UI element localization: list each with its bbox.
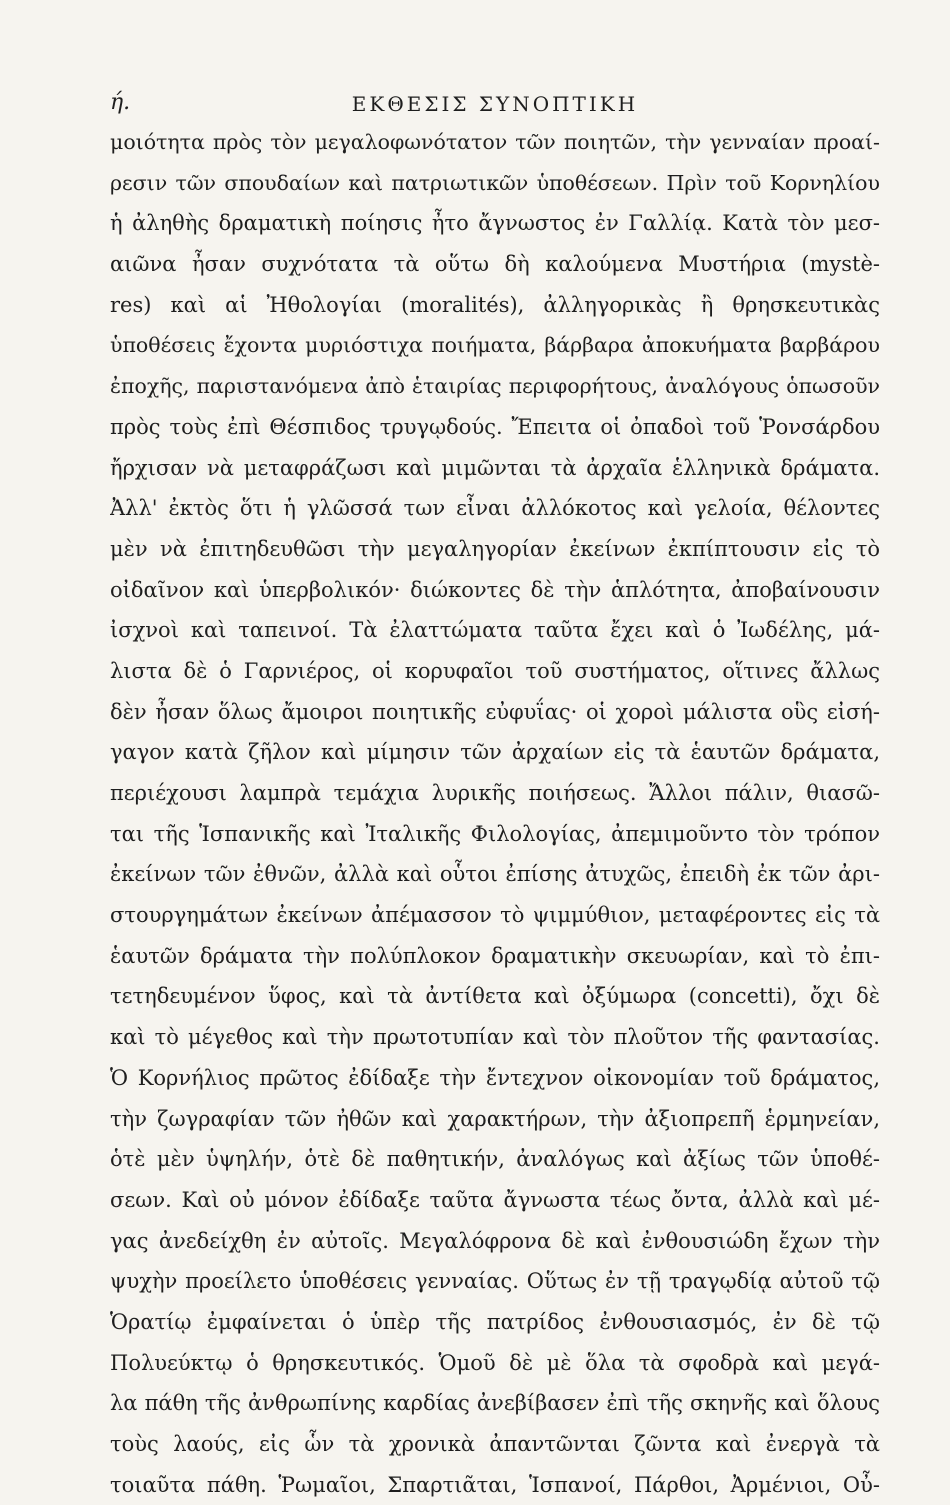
text-line: στουργημάτων ἐκείνων ἀπέμασσον τὸ ψιμμύθιον, μεταφέροντες εἰς τὰ (110, 903, 880, 928)
text-line: γαγον κατὰ ζῆλον καὶ μίμησιν τῶν ἀρχαίων εἰς τὰ ἑαυτῶν δράματα, (110, 740, 880, 765)
text-line: λα πάθη τῆς ἀνθρωπίνης καρδίας ἀνεβίβασεν ἐπὶ τῆς σκηνῆς καὶ ὅλους (110, 1391, 880, 1416)
text-line: ται τῆς Ἱσπανικῆς καὶ Ἰταλικῆς Φιλολογίας, ἀπεμιμοῦντο τὸν τρόπον (110, 821, 880, 846)
text-line: ἰσχνοὶ καὶ ταπεινοί. Τὰ ἐλαττώματα ταῦτα ἔχει καὶ ὁ Ἰωδέλης, μά- (110, 618, 880, 643)
text-line: οἰδαῖνον καὶ ὑπερβολικόν· διώκοντες δὲ τὴν ἁπλότητα, ἀποβαίνουσιν (110, 577, 880, 602)
text-line: τοὺς λαούς, εἰς ὧν τὰ χρονικὰ ἀπαντῶνται ζῶντα καὶ ἐνεργὰ τὰ (110, 1432, 880, 1456)
text-line: ἡ ἀληθὴς δραματικὴ ποίησις ἦτο ἄγνωστος ἐν Γαλλίᾳ. Κατὰ τὸν μεσ- (110, 211, 880, 236)
text-line: ρεσιν τῶν σπουδαίων καὶ πατριωτικῶν ὑποθέσεων. Πρὶν τοῦ Κορνηλίου (110, 170, 880, 195)
text-line: Ἀλλ' ἐκτὸς ὅτι ἡ γλῶσσά των εἶναι ἀλλόκοτος καὶ γελοία, θέλοντες (110, 496, 880, 521)
running-head: ΕΚΘΕΣΙΣ ΣΥΝΟΠΤΙΚΗ (351, 92, 639, 116)
text-line: ἐποχῆς, παριστανόμενα ἀπὸ ἑταιρίας περιφορήτους, ἀναλόγους ὁπωσοῦν (110, 374, 880, 399)
text-line: μοιότητα πρὸς τὸν μεγαλοφωνότατον τῶν ποιητῶν, τὴν γενναίαν προαί- (110, 130, 880, 154)
body-text (110, 122, 880, 1505)
text-line: res) καὶ αἱ Ἠθολογίαι (moralités), ἀλληγορικὰς ἢ θρησκευτικὰς (110, 292, 880, 317)
text-line: δὲν ἦσαν ὅλως ἄμοιροι ποιητικῆς εὐφυΐας· οἱ χοροὶ μάλιστα οὓς εἰσή- (110, 699, 880, 724)
text-line: γας ἀνεδείχθη ἐν αὐτοῖς. Μεγαλόφρονα δὲ καὶ ἐνθουσιώδη ἔχων τὴν (110, 1228, 880, 1253)
text-line: ἤρχισαν νὰ μεταφράζωσι καὶ μιμῶνται τὰ ἀρχαῖα ἑλληνικὰ δράματα. (110, 455, 880, 480)
text-line: μὲν νὰ ἐπιτηδευθῶσι τὴν μεγαληγορίαν ἐκείνων ἐκπίπτουσιν εἰς τὸ (110, 536, 880, 561)
text-line: τὴν ζωγραφίαν τῶν ἠθῶν καὶ χαρακτήρων, τὴν ἀξιοπρεπῆ ἑρμηνείαν, (110, 1106, 880, 1131)
text-line: περιέχουσι λαμπρὰ τεμάχια λυρικῆς ποιήσεως. Ἄλλοι πάλιν, θιασῶ- (110, 781, 880, 805)
text-line: Ὁ Κορνήλιος πρῶτος ἐδίδαξε τὴν ἔντεχνον οἰκονομίαν τοῦ δράματος, (110, 1065, 880, 1090)
text-line: σεων. Καὶ οὐ μόνον ἐδίδαξε ταῦτα ἄγνωστα τέως ὄντα, ἀλλὰ καὶ μέ- (110, 1187, 880, 1212)
text-line: καὶ τὸ μέγεθος καὶ τὴν πρωτοτυπίαν καὶ τὸν πλοῦτον τῆς φαντασίας. (110, 1025, 880, 1050)
text-line: Ὁρατίῳ ἐμφαίνεται ὁ ὑπὲρ τῆς πατρίδος ἐνθουσιασμός, ἐν δὲ τῷ (110, 1309, 880, 1334)
text-line: Πολυεύκτῳ ὁ θρησκευτικός. Ὁμοῦ δὲ μὲ ὅλα τὰ σφοδρὰ καὶ μεγά- (110, 1350, 880, 1375)
text-line: ἐκείνων τῶν ἐθνῶν, ἀλλὰ καὶ οὗτοι ἐπίσης ἀτυχῶς, ἐπειδὴ ἐκ τῶν ἀρι- (110, 862, 880, 887)
text-line: ψυχὴν προείλετο ὑποθέσεις γενναίας. Οὕτως ἐν τῇ τραγῳδίᾳ αὐτοῦ τῷ (110, 1269, 880, 1294)
text-line: τετηδευμένον ὕφος, καὶ τὰ ἀντίθετα καὶ ὀξύμωρα (concetti), ὄχι δὲ (110, 984, 880, 1009)
text-line: ὁτὲ μὲν ὑψηλήν, ὁτὲ δὲ παθητικήν, ἀναλόγως καὶ ἀξίως τῶν ὑποθέ- (110, 1147, 880, 1172)
text-line: λιστα δὲ ὁ Γαρνιέρος, οἱ κορυφαῖοι τοῦ συστήματος, οἵτινες ἄλλως (110, 658, 880, 683)
text-line: ἑαυτῶν δράματα τὴν πολύπλοκον δραματικὴν σκευωρίαν, καὶ τὸ ἐπι- (110, 943, 880, 968)
text-line: τοιαῦτα πάθη. Ῥωμαῖοι, Σπαρτιᾶται, Ἱσπανοί, Πάρθοι, Ἀρμένιοι, Οὖ- (110, 1472, 880, 1497)
text-line: ὑποθέσεις ἔχοντα μυριόστιχα ποιήματα, βάρβαρα ἀποκυήματα βαρβάρου (110, 333, 880, 358)
text-line: πρὸς τοὺς ἐπὶ Θέσπιδος τρυγῳδούς. Ἔπειτα οἱ ὀπαδοὶ τοῦ Ῥονσάρδου (110, 414, 880, 439)
page-header (110, 90, 880, 120)
page-number: ή. (110, 90, 131, 115)
text-line: αιῶνα ἦσαν συχνότατα τὰ οὕτω δὴ καλούμενα Μυστήρια (mystè- (110, 252, 880, 277)
